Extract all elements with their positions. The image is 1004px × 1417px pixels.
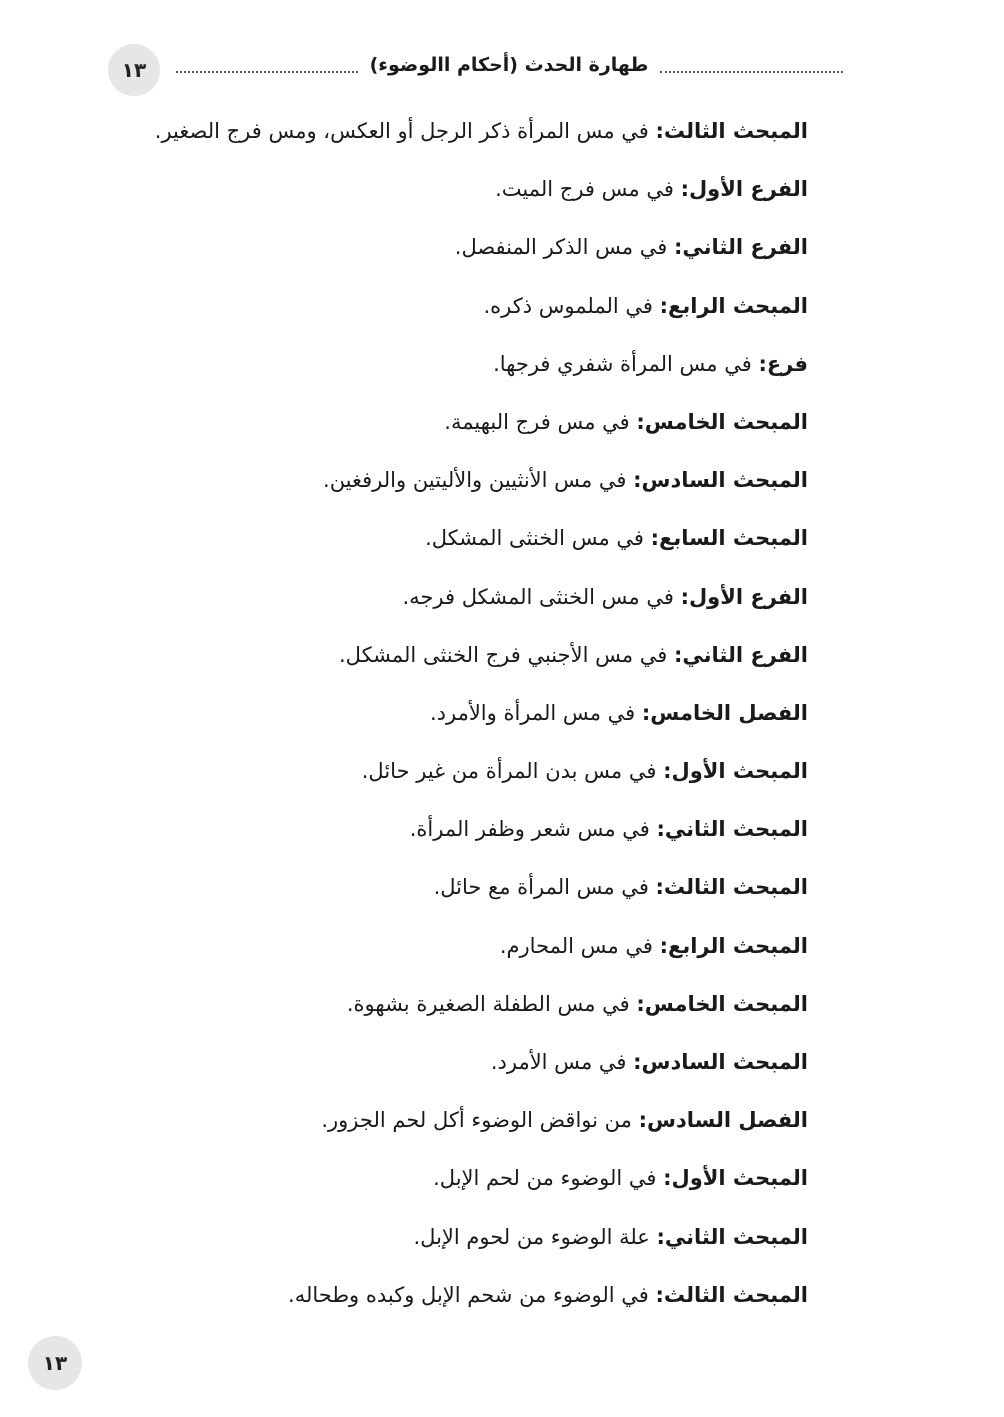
toc-line	[158, 804, 808, 862]
toc-label: المبحث الثالث:	[655, 875, 808, 900]
toc-line	[158, 1153, 808, 1211]
toc-line	[158, 455, 808, 513]
toc-label: المبحث السادس:	[633, 468, 808, 493]
toc-label: المبحث الثالث:	[655, 119, 808, 143]
toc-label: المبحث الخامس:	[636, 991, 808, 1016]
toc-text: في الملموس ذكره.	[483, 293, 660, 318]
toc-line	[158, 979, 808, 1037]
page-header	[108, 40, 843, 98]
header-dotted-rule-right	[660, 71, 843, 73]
toc-line	[158, 862, 808, 920]
toc-line	[158, 397, 808, 455]
toc-label: المبحث السادس:	[633, 1050, 808, 1074]
toc-label: المبحث الرابع:	[659, 293, 808, 318]
header-page-number: ١٣	[108, 44, 160, 96]
toc-label: المبحث الثاني:	[656, 1224, 808, 1249]
toc-line	[158, 222, 808, 280]
toc-text: في مس شعر وظفر المرأة.	[409, 817, 657, 842]
toc-text: في مس المرأة والأمرد.	[429, 700, 642, 725]
toc-text: في مس فرج الميت.	[495, 177, 681, 202]
toc-text: في مس الأنثيين والأليتين والرفغين.	[323, 468, 634, 493]
toc-label: المبحث الأول:	[663, 1166, 808, 1191]
toc-text: في مس الأجنبي فرج الخنثى المشكل.	[338, 642, 674, 667]
toc-label: المبحث الأول:	[663, 759, 808, 784]
toc-text: من نواقض الوضوء أكل لحم الجزور.	[321, 1108, 639, 1133]
toc-text: في مس المرأة مع حائل.	[433, 875, 656, 900]
header-dotted-rule-left	[176, 71, 358, 73]
toc-line	[158, 921, 808, 979]
toc-label: المبحث الثاني:	[656, 817, 808, 842]
toc-label: الفصل الخامس:	[641, 700, 808, 725]
toc-line	[158, 1095, 808, 1153]
toc-line	[158, 164, 808, 222]
toc-line	[158, 1270, 808, 1328]
toc-line	[158, 1037, 808, 1095]
toc-label: المبحث الرابع:	[659, 933, 808, 958]
running-title: طهارة الحدث (أحكام االوضوء)	[369, 54, 649, 76]
toc-text: في مس الطفلة الصغيرة بشهوة.	[346, 991, 637, 1016]
toc-text: في الوضوء من لحم الإبل.	[433, 1166, 664, 1191]
toc-text: في مس فرج البهيمة.	[444, 409, 637, 434]
toc-label: الفصل السادس:	[638, 1108, 808, 1133]
toc-text: في مس المرأة ذكر الرجل أو العكس، ومس فرج الصغير.	[154, 119, 656, 143]
toc-text: في الوضوء من شحم الإبل وكبده وطحاله.	[288, 1282, 656, 1307]
toc-label: الفرع الثاني:	[674, 642, 808, 667]
toc-text: في مس المحارم.	[499, 933, 660, 958]
toc-text: في مس بدن المرأة من غير حائل.	[361, 759, 664, 784]
toc-label: الفرع الثاني:	[674, 235, 808, 260]
toc-text: في مس الخنثى المشكل فرجه.	[402, 584, 681, 609]
toc-line	[158, 281, 808, 339]
toc-text: في مس الذكر المنفصل.	[454, 235, 674, 260]
toc-text: علة الوضوء من لحوم الإبل.	[413, 1224, 657, 1249]
toc-line	[158, 339, 808, 397]
toc-label: الفرع الأول:	[680, 177, 808, 202]
toc-line	[158, 630, 808, 688]
toc-line	[158, 513, 808, 571]
toc-label: المبحث الثالث:	[655, 1282, 808, 1307]
toc-line	[158, 1212, 808, 1270]
toc-label: المبحث الخامس:	[636, 409, 808, 434]
toc-line	[158, 688, 808, 746]
toc-line	[158, 572, 808, 630]
toc-text: في مس الخنثى المشكل.	[425, 526, 651, 551]
toc-label: المبحث السابع:	[650, 526, 808, 551]
toc-text: في مس المرأة شفري فرجها.	[493, 351, 759, 376]
toc-line	[158, 746, 808, 804]
toc-list	[154, 106, 808, 1328]
toc-label: الفرع الأول:	[680, 584, 808, 609]
footer-page-number: ١٣	[28, 1336, 82, 1390]
toc-label: فرع:	[758, 351, 808, 376]
toc-line	[154, 106, 808, 164]
toc-text: في مس الأمرد.	[490, 1050, 634, 1074]
